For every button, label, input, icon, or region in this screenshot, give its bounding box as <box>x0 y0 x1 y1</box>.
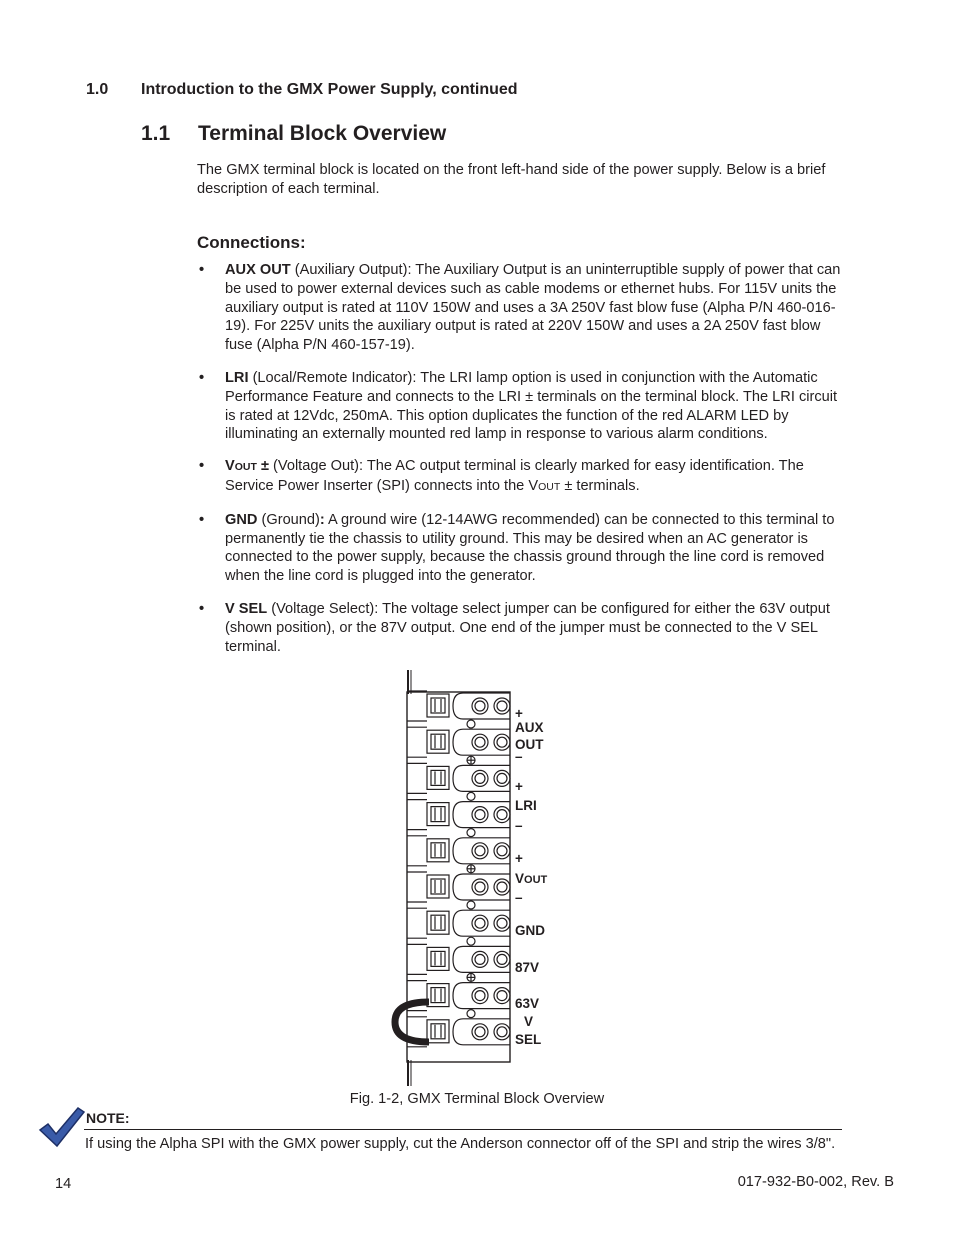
desc-gnd: A ground wire (12-14AWG recommended) can be connected to this terminal to permanently tie the chassis to utility ground. This may be desired when an AC generator is connected to the power supply, because the chassis ground through the line cord is removed when the line cord is plugged into the generator. <box>225 511 835 585</box>
label-87v: 87V <box>515 960 540 975</box>
list-item-lri <box>197 369 842 444</box>
section-header <box>86 81 518 99</box>
label-aux: AUX <box>515 720 544 735</box>
page-number: 14 <box>55 1176 72 1192</box>
checkmark-icon <box>38 1106 86 1148</box>
desc-aux-out: (Auxiliary Output): The Auxiliary Output is an uninterruptible supply of power that can be used to power external devices such as cable modems or ethernet hubs. For 115V units the auxiliary output is rated at 110V 150W and uses a 3A 250V fast blow fuse (Alpha P/N 460-016-19). For 225V units the auxiliary output is rated at 220V 150W and uses a 2A 250V fast blow fuse (Alpha P/N 460-157-19). <box>225 262 841 354</box>
connections-list <box>197 261 842 656</box>
label-lri-minus: – <box>515 818 523 833</box>
term-gnd-colon: : <box>319 511 325 528</box>
subsection-number: 1.1 <box>141 122 171 145</box>
label-aux-plus: + <box>515 706 523 721</box>
label-gnd: GND <box>515 923 545 938</box>
list-item-vout <box>197 457 842 497</box>
section-title: Introduction to the GMX Power Supply, continued <box>141 81 518 98</box>
label-63v: 63V <box>515 996 540 1011</box>
list-item-v-sel <box>197 600 842 656</box>
note-label: NOTE: <box>86 1110 130 1126</box>
desc-vout-b: ± terminals. <box>560 477 640 494</box>
figure-caption: Fig. 1-2, GMX Terminal Block Overview <box>349 1091 605 1107</box>
jumper-wire <box>395 1002 429 1042</box>
label-vout: VOUT <box>515 871 548 886</box>
term-aux-out: AUX OUT <box>225 262 291 278</box>
list-item-aux-out <box>197 261 842 355</box>
term-vout: VOUT ± <box>225 458 269 475</box>
intro-paragraph: The GMX terminal block is located on the front left-hand side of the power supply. Below is a brief description of each terminal. <box>197 162 826 197</box>
list-item-gnd <box>197 511 842 586</box>
label-vsel-v: V <box>524 1014 534 1029</box>
section-number: 1.0 <box>86 81 109 98</box>
term-v-sel: V SEL <box>225 600 268 617</box>
label-lri: LRI <box>515 798 537 813</box>
term-gnd-suffix: (Ground) <box>257 511 320 528</box>
label-lri-plus: + <box>515 779 523 794</box>
note-divider <box>84 1129 842 1130</box>
desc-lri: (Local/Remote Indicator): The LRI lamp option is used in conjunction with the Automatic Performance Feature and connects to the LRI ± terminals on the terminal block. The LRI circuit is rated at 12Vdc, 250mA. This option duplicates the function of the red ALARM LED by illuminating an externally mounted red lamp in response to various alarm conditions. <box>225 369 838 443</box>
desc-vout-sub: OUT <box>538 480 561 493</box>
label-out: OUT <box>515 737 544 752</box>
term-lri: LRI <box>225 369 249 386</box>
desc-vout-a: (Voltage Out): The AC output terminal is clearly marked for easy identification. The Service Power Inserter (SPI) connects into the V <box>225 458 804 494</box>
term-gnd: GND <box>225 511 258 528</box>
note-text: If using the Alpha SPI with the GMX power supply, cut the Anderson connector off of the SPI and strip the wires 3/8". <box>85 1136 836 1152</box>
bullet-dot: • <box>199 262 205 278</box>
bullet-dot: • <box>199 369 205 386</box>
document-id: 017-932-B0-002, Rev. B <box>737 1174 894 1190</box>
bullet-dot: • <box>199 511 205 528</box>
bullet-dot: • <box>199 600 205 617</box>
label-vout-plus: + <box>515 851 523 866</box>
bullet-dot: • <box>199 458 205 475</box>
label-vsel-sel: SEL <box>515 1032 542 1047</box>
label-aux-minus: – <box>515 749 523 764</box>
connections-heading: Connections: <box>197 233 306 252</box>
subsection-title: Terminal Block Overview <box>198 122 447 145</box>
terminal-block-diagram <box>385 668 520 1088</box>
label-vout-minus: – <box>515 890 523 905</box>
page-title <box>141 122 446 146</box>
desc-v-sel: (Voltage Select): The voltage select jumper can be configured for either the 63V output (shown position), or the 87V output. One end of the jumper must be connected to the V SEL terminal. <box>225 600 830 655</box>
